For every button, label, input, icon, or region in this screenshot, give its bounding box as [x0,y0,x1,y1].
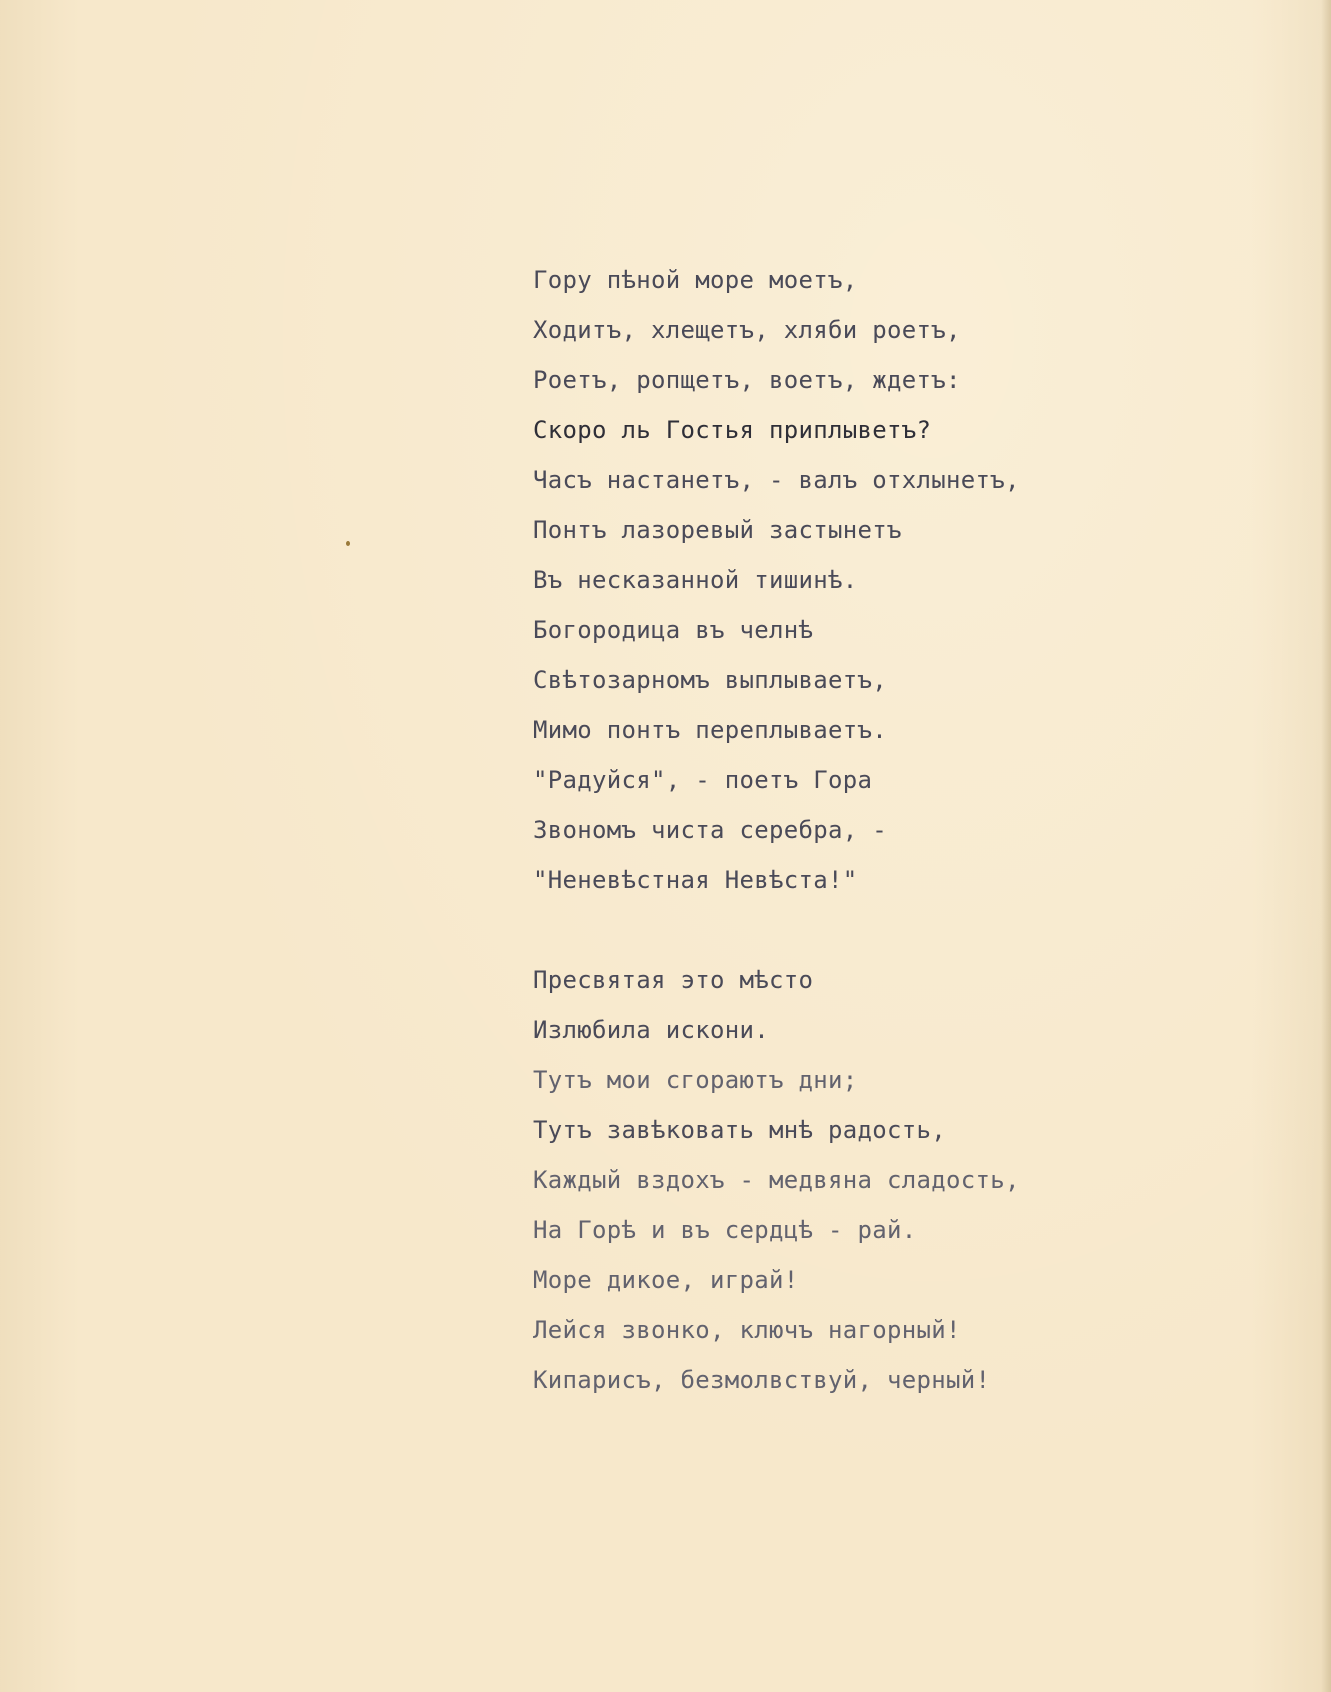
poem-line: На Горѣ и въ сердцѣ - рай. [533,1216,917,1244]
poem-line: Скоро ль Гостья приплыветъ? [533,416,932,444]
stanza-2 [533,955,1233,1405]
poem-line: Понтъ лазоревый застынетъ [533,516,902,544]
poem-line: Часъ настанетъ, - валъ отхлынетъ, [533,466,1020,494]
poem-line: Гору пѣной море моетъ, [533,266,858,294]
poem-line: Тутъ мои сгораютъ дни; [533,1066,858,1094]
ink-speck [346,541,350,546]
poem-line: "Радуйся", - поетъ Гора [533,766,873,794]
poem-line: Ходитъ, хлещетъ, хляби роетъ, [533,316,961,344]
poem [533,255,1233,1405]
stanza-1 [533,255,1233,905]
poem-line: Лейся звонко, ключъ нагорный! [533,1316,961,1344]
poem-line: Каждый вздохъ - медвяна сладость, [533,1166,1020,1194]
poem-line: Пресвятая это мѣсто [533,966,814,994]
poem-line: Кипарисъ, безмолвствуй, черный! [533,1366,991,1394]
poem-line: Мимо понтъ переплываетъ. [533,716,887,744]
poem-line: Роетъ, ропщетъ, воетъ, ждетъ: [533,366,961,394]
page-edge-shadow [1321,0,1331,1692]
poem-line: Море дикое, играй! [533,1266,799,1294]
poem-line: Излюбила искони. [533,1016,769,1044]
poem-line: Тутъ завѣковать мнѣ радость, [533,1116,946,1144]
poem-line: Въ несказанной тишинѣ. [533,566,858,594]
poem-line: "Неневѣстная Невѣста!" [533,866,858,894]
poem-line: Звономъ чиста серебра, - [533,816,887,844]
poem-line: Богородица въ челнѣ [533,616,814,644]
poem-line: Свѣтозарномъ выплываетъ, [533,666,887,694]
